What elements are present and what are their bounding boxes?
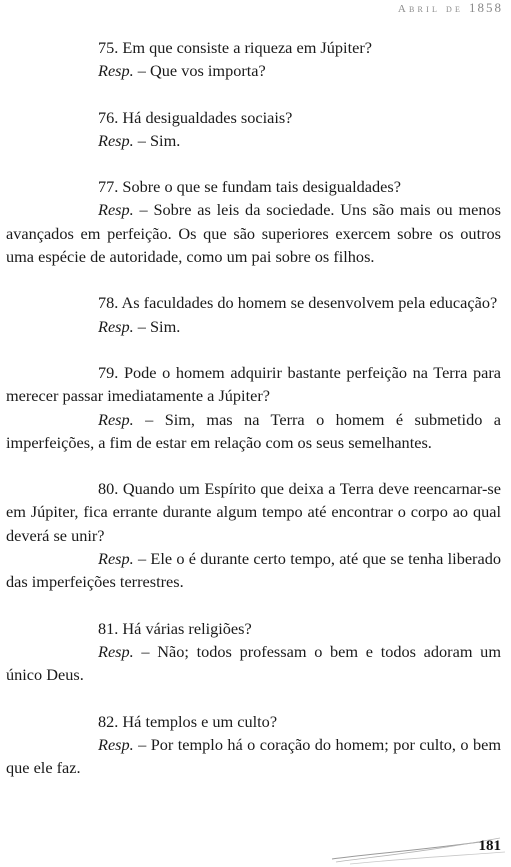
question-text: 75. Em que consiste a riqueza em Júpiter?	[98, 38, 372, 57]
resp-label: Resp.	[98, 130, 134, 150]
page-body	[6, 36, 501, 802]
running-year: 1858	[469, 0, 503, 15]
resp-label: Resp.	[98, 409, 134, 429]
resp-label: Resp.	[98, 734, 134, 754]
resp-label: Resp.	[98, 200, 134, 220]
answer-paragraph	[6, 59, 501, 82]
answer-paragraph	[6, 640, 501, 687]
resp-label: Resp.	[98, 61, 134, 81]
qa-entry-77	[6, 175, 501, 268]
answer-paragraph	[6, 129, 501, 152]
answer-text: – Sim.	[133, 130, 181, 150]
resp-label: Resp.	[98, 549, 134, 569]
answer-text: – Sobre as leis da sociedade. Uns são mais ou menos avançados em perfeição. Os que são superiores exercem sobre os outros uma espécie de autoridade, como um pai sobre os filhos.	[6, 200, 501, 267]
qa-entry-81	[6, 617, 501, 687]
answer-paragraph	[6, 198, 501, 268]
question-text: 76. Há desigualdades sociais?	[98, 107, 293, 127]
qa-entry-82	[6, 710, 501, 780]
answer-text: – Que vos importa?	[133, 61, 266, 81]
question-text: 78. As faculdades do homem se desenvolvem pela educação?	[98, 293, 498, 313]
page-footer	[330, 826, 511, 867]
answer-text: – Por templo há o coração do homem; por culto, o bem que ele faz.	[6, 734, 501, 778]
answer-text: – Ele o é durante certo tempo, até que se tenha liberado das imperfeições terrestres.	[6, 549, 501, 592]
answer-text: – Não; todos professam o bem e todos adoram um único Deus.	[6, 641, 501, 685]
question-text: 79. Pode o homem adquirir bastante perfeição na Terra para merecer passar imediatamente a Júpiter?	[6, 362, 501, 406]
answer-text: – Sim, mas na Terra o homem é submetido a imperfeições, a fim de estar em relação com os seus semelhantes.	[6, 409, 501, 452]
qa-entry-76	[6, 106, 501, 153]
answer-paragraph	[6, 547, 501, 594]
question-text: 80. Quando um Espírito que deixa a Terra deve reencarnar-se em Júpiter, fica errante durante algum tempo até encontrar o corpo ao qual deverá se unir?	[6, 479, 501, 545]
qa-entry-75	[6, 36, 501, 83]
answer-paragraph	[6, 408, 501, 455]
question-text: 77. Sobre o que se fundam tais desigualdades?	[98, 177, 401, 197]
resp-label: Resp.	[98, 641, 134, 661]
qa-entry-79	[6, 361, 501, 454]
answer-paragraph	[6, 733, 501, 780]
running-header	[398, 0, 503, 16]
running-title: Abril de	[397, 3, 464, 15]
qa-entry-80	[6, 477, 501, 593]
answer-text: – Sim.	[133, 316, 181, 336]
answer-paragraph	[6, 315, 501, 338]
qa-entry-78	[6, 291, 501, 338]
question-text: 81. Há várias religiões?	[98, 618, 252, 638]
resp-label: Resp.	[98, 316, 134, 336]
page-number: 181	[478, 838, 501, 854]
question-text: 82. Há templos e um culto?	[98, 711, 278, 731]
